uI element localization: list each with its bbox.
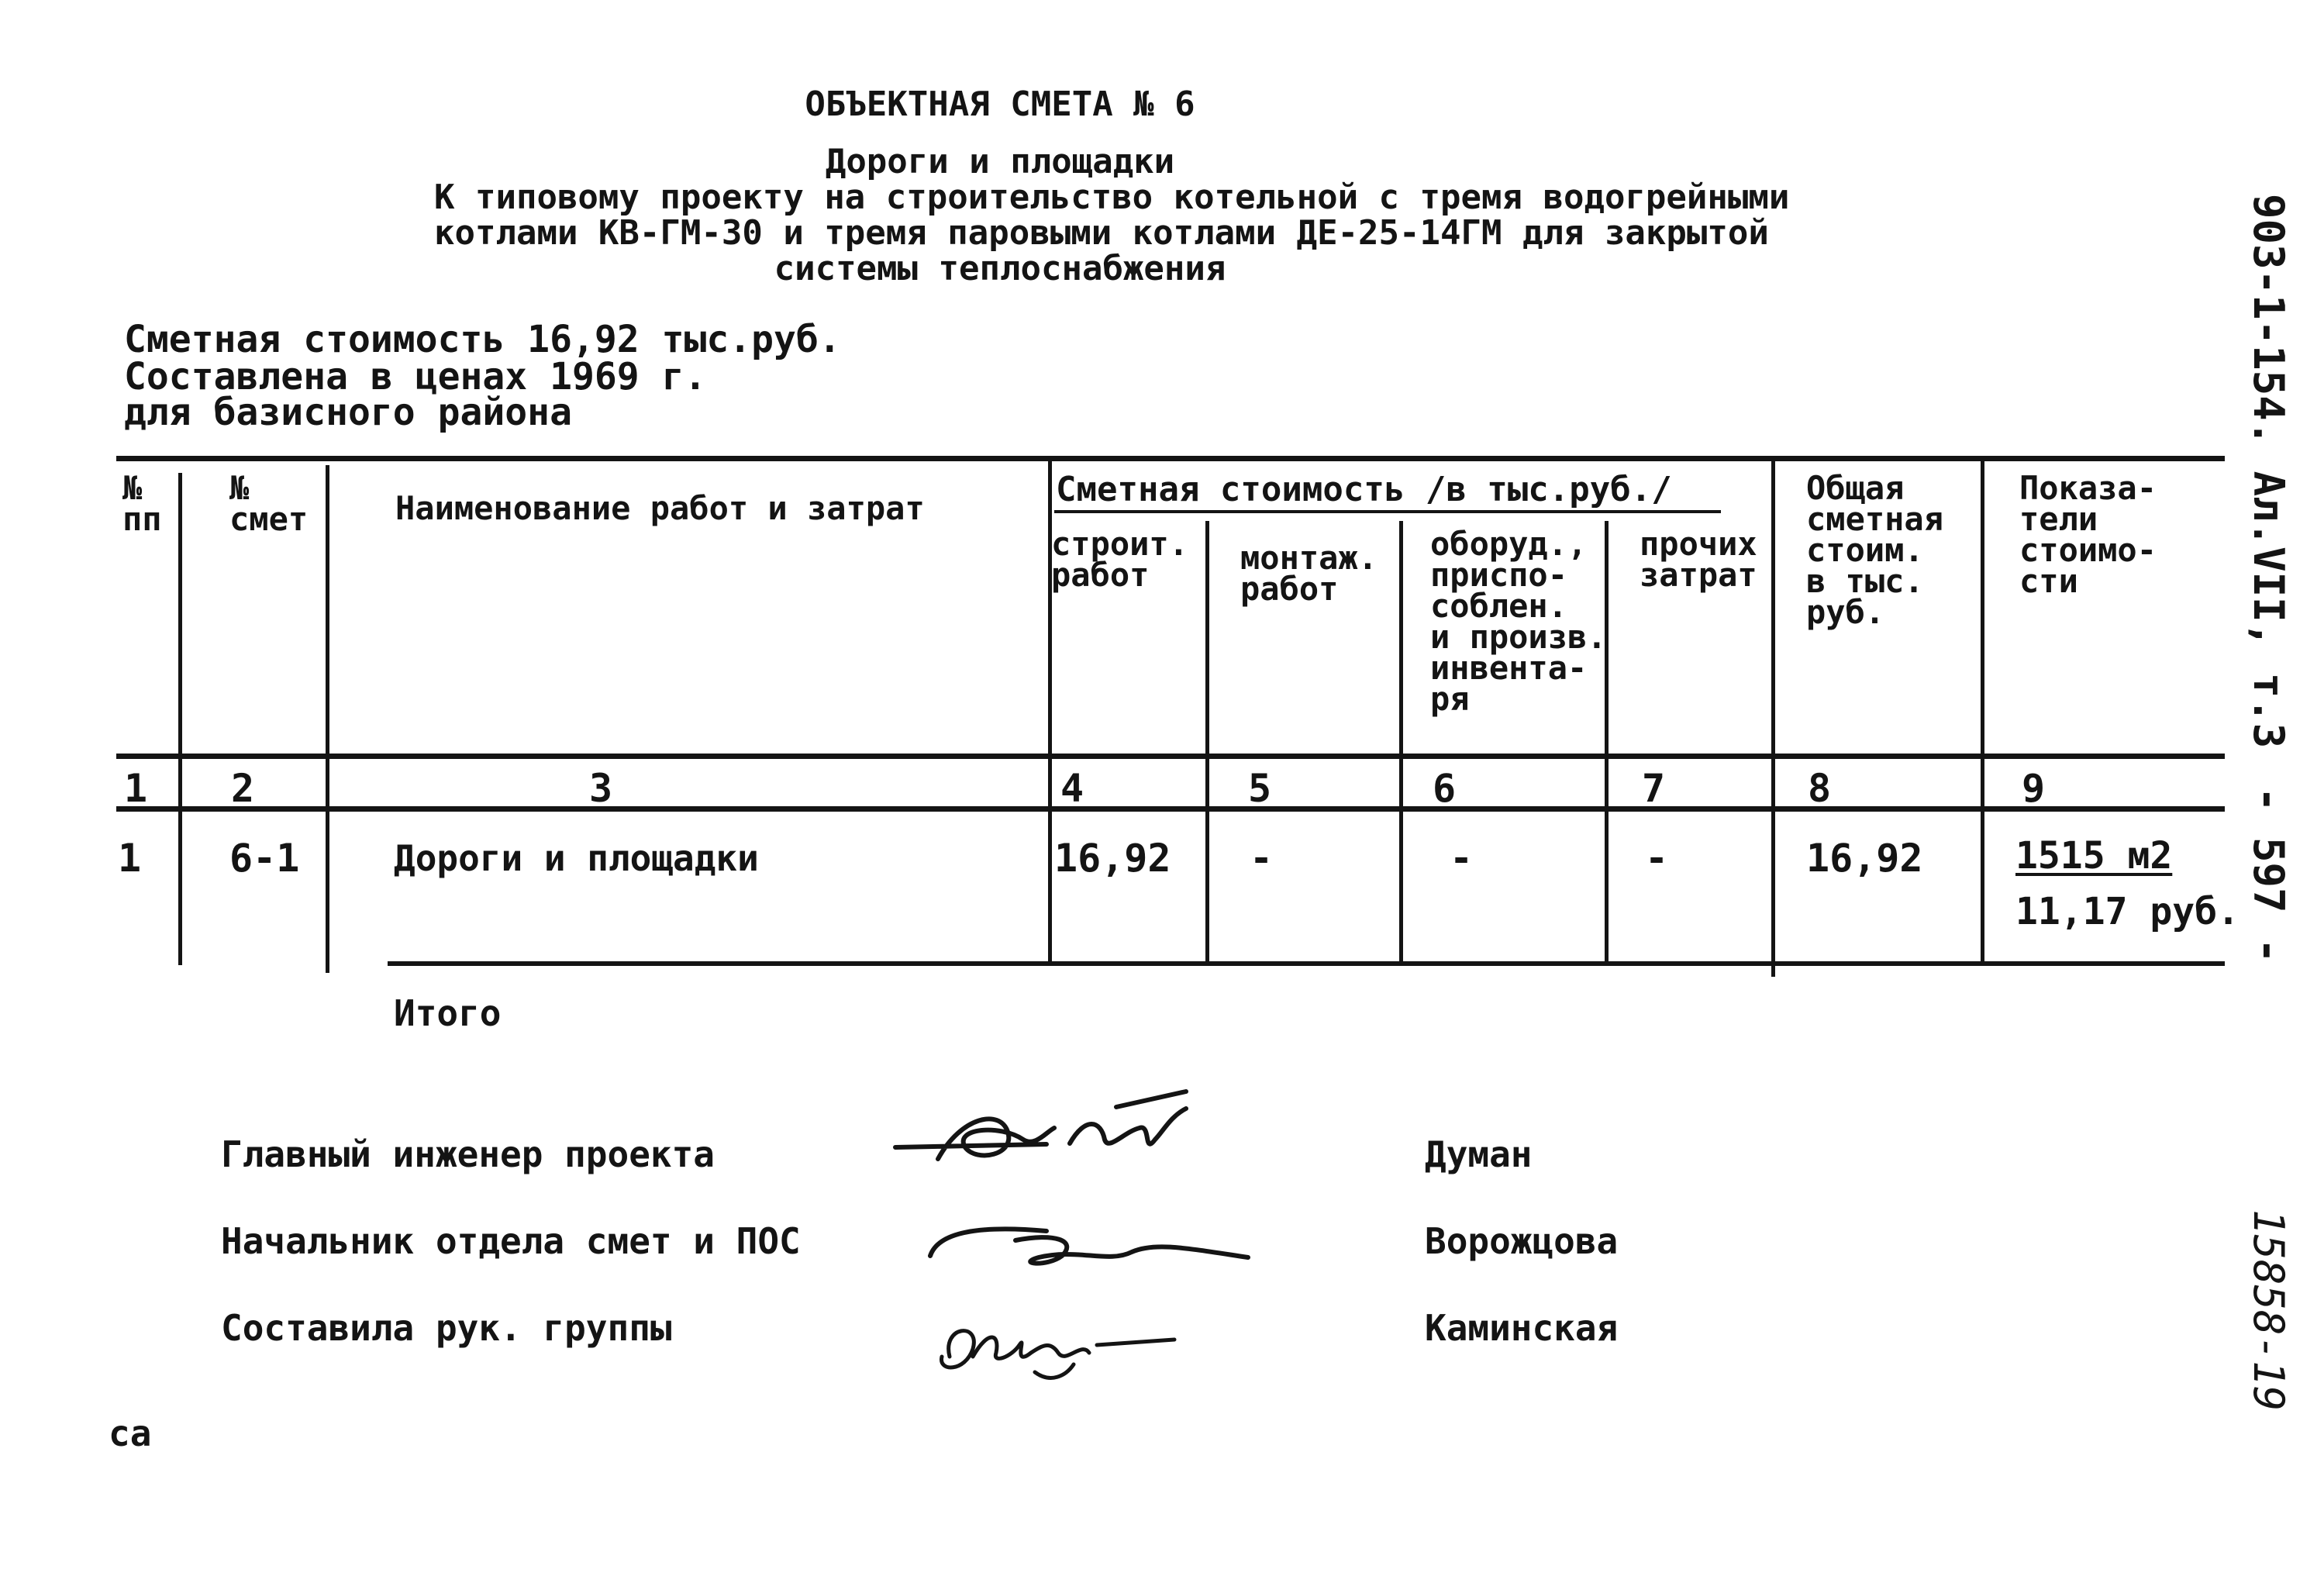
description-line-1: К типовому проекту на строительство котельной с тремя водогрейными — [434, 178, 1790, 217]
handwritten-signature-2 — [922, 1209, 1264, 1279]
estimated-cost: Сметная стоимость 16,92 тыс.руб. — [124, 318, 841, 361]
header-equipment: оборуд., приспо- соблен. и произв. инвента- ря — [1430, 525, 1607, 718]
col-divider-1 — [178, 473, 182, 965]
header-estimate: № смет — [229, 469, 309, 538]
header-name: Наименование работ и затрат — [395, 489, 925, 527]
col-divider-5 — [1399, 521, 1403, 961]
group-underline — [1054, 510, 1721, 513]
row-other: - — [1645, 836, 1669, 881]
signature-name-1: Думан — [1425, 1133, 1533, 1175]
description-line-3: системы теплоснабжения — [774, 249, 1226, 288]
col-divider-7 — [1771, 459, 1775, 977]
col-number-3: 3 — [589, 766, 613, 811]
row-name: Дороги и площадки — [394, 837, 759, 879]
header-installation: монтаж. работ — [1240, 539, 1378, 608]
margin-page-number: - 597 - — [2244, 787, 2293, 964]
row-installation: - — [1250, 836, 1274, 881]
col-number-9: 9 — [2022, 766, 2046, 811]
header-construction: строит. работ — [1051, 525, 1189, 594]
col-number-5: 5 — [1248, 766, 1272, 811]
header-bottom-rule — [116, 754, 2225, 759]
signature-name-3: Каминская — [1425, 1307, 1619, 1349]
base-region: для базисного района — [124, 391, 572, 434]
signature-role-3: Составила рук. группы — [221, 1307, 672, 1349]
col-number-8: 8 — [1808, 766, 1832, 811]
table-top-rule — [116, 456, 2225, 461]
footer-mark: ca — [109, 1412, 152, 1454]
row-total: 16,92 — [1806, 836, 1923, 881]
col-number-7: 7 — [1642, 766, 1666, 811]
row-estimate: 6-1 — [229, 836, 300, 881]
prices-year: Составлена в ценах 1969 г. — [124, 355, 707, 398]
total-label: Итого — [394, 992, 502, 1034]
signature-role-1: Главный инженер проекта — [221, 1133, 715, 1175]
document-title: ОБЪЕКТНАЯ СМЕТА № 6 — [805, 84, 1195, 124]
col-number-6: 6 — [1433, 766, 1457, 811]
col-number-2: 2 — [231, 766, 255, 811]
col-number-4: 4 — [1060, 766, 1084, 811]
margin-inventory-number: 15858-19 — [2244, 1209, 2293, 1412]
header-indicators: Показа- тели стоимо- сти — [2019, 469, 2157, 600]
signature-name-2: Ворожцова — [1425, 1220, 1619, 1262]
col-number-1: 1 — [124, 766, 148, 811]
row-bottom-rule — [388, 961, 2225, 966]
handwritten-signature-1 — [891, 1085, 1248, 1186]
row-num: 1 — [118, 836, 142, 881]
document-subtitle: Дороги и площадки — [825, 142, 1175, 181]
col-divider-2 — [326, 465, 329, 973]
col-divider-4 — [1205, 521, 1209, 961]
row-indicator-rate: 11,17 руб. — [2015, 890, 2240, 933]
header-total: Общая сметная стоим. в тыс. руб. — [1806, 469, 1944, 631]
numbers-bottom-rule — [116, 806, 2225, 812]
handwritten-signature-3 — [926, 1310, 1190, 1395]
signature-role-2: Начальник отдела смет и ПОС — [221, 1220, 801, 1262]
header-num: № пп — [122, 469, 162, 538]
header-other: прочих затрат — [1640, 525, 1757, 594]
row-construction: 16,92 — [1054, 836, 1171, 881]
header-cost-group: Сметная стоимость /в тыс.руб./ — [1056, 470, 1672, 509]
description-line-2: котлами КВ-ГМ-30 и тремя паровыми котлами ДЕ-25-14ГМ для закрытой — [434, 213, 1769, 253]
col-divider-8 — [1981, 459, 1984, 963]
row-equipment: - — [1450, 836, 1474, 881]
row-indicator-area: 1515 м2 — [2015, 834, 2173, 878]
margin-doc-code: 903-1-154. Ал.VII, т.3 — [2244, 194, 2293, 749]
